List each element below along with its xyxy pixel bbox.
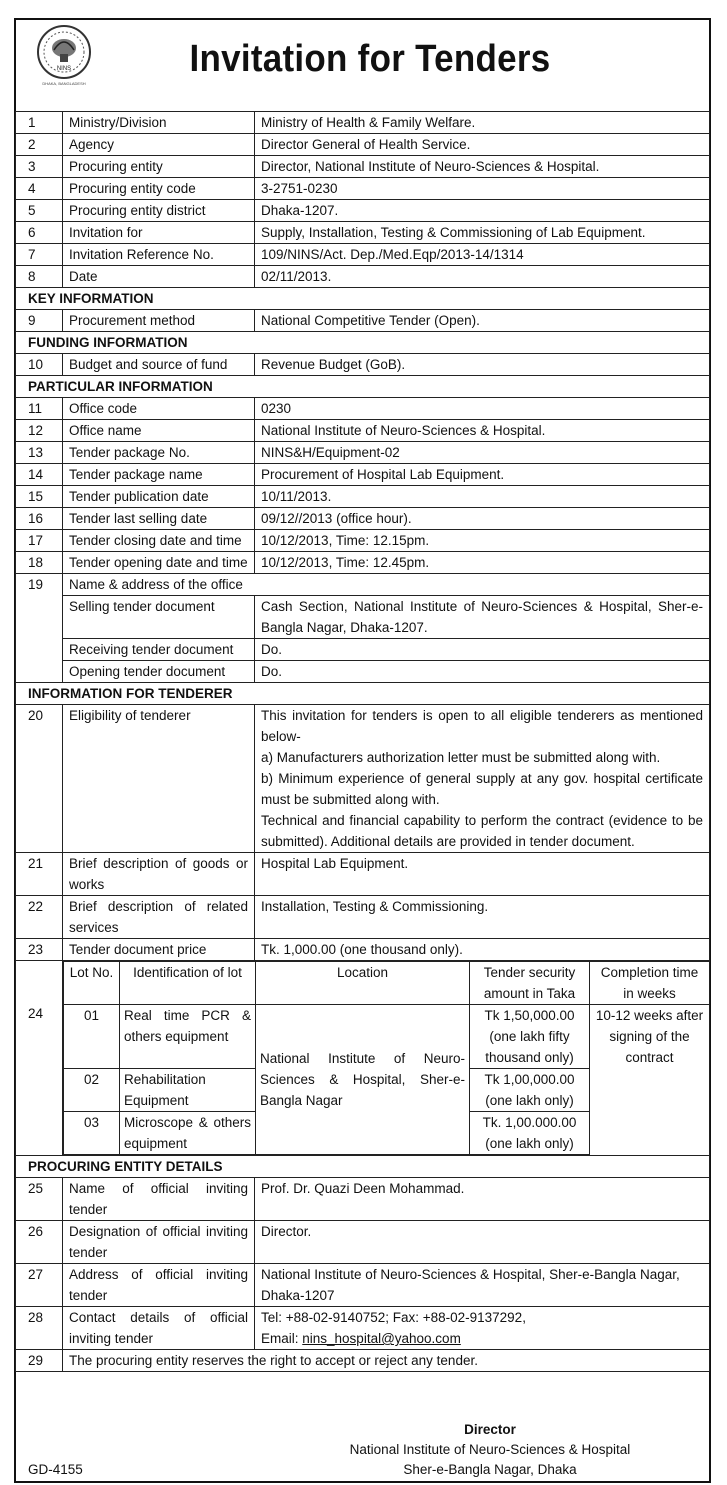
row-value: Hospital Lab Equipment. — [255, 853, 710, 896]
row-number: 29 — [16, 1350, 63, 1372]
section-funding-information: FUNDING INFORMATION — [16, 332, 710, 354]
row-value: Director. — [255, 1221, 710, 1264]
row-number: 10 — [16, 354, 63, 376]
logo-text-top: NINS — [56, 66, 72, 72]
lot-header-location: Location — [256, 962, 470, 1005]
table-row — [16, 420, 710, 442]
row-label: Address of official inviting tender — [63, 1264, 255, 1307]
table-row — [16, 178, 710, 200]
row-label: Office name — [63, 420, 255, 442]
logo-text-bottom: DHAKA, BANGLADESH — [42, 81, 86, 86]
lot-row-number: 24 — [28, 1006, 44, 1021]
row-label: Tender document price — [63, 939, 255, 961]
office-item-label: Opening tender document — [63, 661, 255, 683]
row-label: Procuring entity district — [63, 200, 255, 222]
row-number: 11 — [16, 398, 63, 420]
row-value: Installation, Testing & Commissioning. — [255, 896, 710, 939]
row-number: 15 — [16, 486, 63, 508]
row-value: Prof. Dr. Quazi Deen Mohammad. — [255, 1178, 710, 1221]
table-row — [16, 464, 710, 486]
table-row — [16, 530, 710, 552]
row-number: 20 — [16, 705, 63, 853]
table-row — [16, 1221, 710, 1264]
row-number: 1 — [16, 112, 63, 134]
row-number: 9 — [16, 310, 63, 332]
row-number-spacer — [28, 961, 56, 1003]
table-row — [16, 1350, 710, 1372]
row-value: Director General of Health Service. — [255, 134, 710, 156]
row-label: Tender package No. — [63, 442, 255, 464]
table-row — [16, 244, 710, 266]
lot-header-security: Tender security amount in Taka — [470, 962, 590, 1005]
table-row — [16, 112, 710, 134]
signature-title: Director — [464, 1422, 516, 1437]
section-row — [16, 376, 710, 398]
lot-location: National Institute of Neuro-Sciences & Hospital, Sher-e-Bangla Nagar — [256, 1005, 470, 1155]
row-number: 13 — [16, 442, 63, 464]
eligibility-text — [255, 705, 710, 853]
row-value: 02/11/2013. — [255, 266, 710, 288]
table-row — [16, 939, 710, 961]
table-row — [16, 156, 710, 178]
contact-phone-fax: Tel: +88-02-9140752; Fax: +88-02-9137292, — [261, 1310, 526, 1325]
section-procuring-entity-details: PROCURING ENTITY DETAILS — [16, 1156, 710, 1178]
row-value: 3-2751-0230 — [255, 178, 710, 200]
row-value: Revenue Budget (GoB). — [255, 354, 710, 376]
contact-email-line — [261, 1328, 703, 1349]
row-label: Tender package name — [63, 464, 255, 486]
row-number: 8 — [16, 266, 63, 288]
table-row — [16, 661, 710, 683]
row-number: 14 — [16, 464, 63, 486]
email-label: Email: — [261, 1331, 303, 1346]
row-number — [16, 961, 63, 1156]
row-label: Invitation for — [63, 222, 255, 244]
row-label: Procurement method — [63, 310, 255, 332]
row-number: 7 — [16, 244, 63, 266]
row-label: Designation of official inviting tender — [63, 1221, 255, 1264]
table-row — [16, 222, 710, 244]
contact-details — [255, 1307, 710, 1350]
row-number: 5 — [16, 200, 63, 222]
table-row — [16, 639, 710, 661]
row-label: Brief description of goods or works — [63, 853, 255, 896]
row-value: Dhaka-1207. — [255, 200, 710, 222]
row-label: Eligibility of tenderer — [63, 705, 255, 853]
table-row — [16, 574, 710, 596]
table-row — [16, 442, 710, 464]
row-label: Tender opening date and time — [63, 552, 255, 574]
table-row — [16, 134, 710, 156]
row-number: 3 — [16, 156, 63, 178]
lot-completion: 10-12 weeks after signing of the contract — [590, 1005, 710, 1155]
lot-header-lot: Lot No. — [64, 962, 120, 1005]
institute-logo — [30, 20, 98, 88]
section-key-information: KEY INFORMATION — [16, 288, 710, 310]
lot-security: Tk 1,00,000.00 (one lakh only) — [470, 1069, 590, 1112]
row-value: 10/12/2013, Time: 12.45pm. — [255, 552, 710, 574]
lot-header-identification: Identification of lot — [120, 962, 256, 1005]
table-row — [16, 266, 710, 288]
lot-number: 01 — [64, 1005, 120, 1069]
row-number: 2 — [16, 134, 63, 156]
eligibility-line: This invitation for tenders is open to all eligible tenderers as mentioned below- — [261, 708, 703, 744]
table-row — [16, 398, 710, 420]
row-value: National Institute of Neuro-Sciences & Hospital. — [255, 420, 710, 442]
lot-security: Tk. 1,00.000.00 (one lakh only) — [470, 1112, 590, 1155]
table-row — [16, 486, 710, 508]
table-row — [16, 705, 710, 853]
row-number: 25 — [16, 1178, 63, 1221]
row-value: Director, National Institute of Neuro-Sciences & Hospital. — [255, 156, 710, 178]
eligibility-line: a) Manufacturers authorization letter must be submitted along with. — [261, 750, 661, 765]
table-row — [16, 508, 710, 530]
table-row — [16, 200, 710, 222]
table-row — [16, 1264, 710, 1307]
office-item-label: Receiving tender document — [63, 639, 255, 661]
row-label: Agency — [63, 134, 255, 156]
section-row — [16, 1156, 710, 1178]
office-item-value: Cash Section, National Institute of Neuro-Sciences & Hospital, Sher-e-Bangla Nagar, Dhaka-1207. — [255, 596, 710, 639]
section-row — [16, 683, 710, 705]
row-number: 19 — [16, 574, 63, 683]
lot-header-completion: Completion time in weeks — [590, 962, 710, 1005]
row-number: 6 — [16, 222, 63, 244]
row-value: Tk. 1,000.00 (one thousand only). — [255, 939, 710, 961]
row-label: Tender closing date and time — [63, 530, 255, 552]
row-value: Ministry of Health & Family Welfare. — [255, 112, 710, 134]
row-label: Tender publication date — [63, 486, 255, 508]
signature-address: Sher-e-Bangla Nagar, Dhaka — [403, 1462, 577, 1477]
table-row — [16, 354, 710, 376]
row-value: Supply, Installation, Testing & Commissioning of Lab Equipment. — [255, 222, 710, 244]
row-number: 18 — [16, 552, 63, 574]
row-number: 21 — [16, 853, 63, 896]
office-item-value: Do. — [255, 661, 710, 683]
row-label: Ministry/Division — [63, 112, 255, 134]
lot-identification: Rehabilitation Equipment — [120, 1069, 256, 1112]
table-row — [16, 552, 710, 574]
lot-row — [64, 1005, 710, 1069]
office-item-value: Do. — [255, 639, 710, 661]
table-row — [16, 1307, 710, 1350]
table-row — [16, 310, 710, 332]
row-number: 23 — [16, 939, 63, 961]
eligibility-line: b) Minimum experience of general supply at any gov. hospital certificate must be submitted along with. — [261, 771, 703, 807]
row-label: Office code — [63, 398, 255, 420]
row-value: National Competitive Tender (Open). — [255, 310, 710, 332]
section-information-for-tenderer: INFORMATION FOR TENDERER — [16, 683, 710, 705]
row-value: National Institute of Neuro-Sciences & Hospital, Sher-e-Bangla Nagar, Dhaka-1207 — [255, 1264, 710, 1307]
row-number: 22 — [16, 896, 63, 939]
lot-header-row — [64, 962, 710, 1005]
row-value: NINS&H/Equipment-02 — [255, 442, 710, 464]
lot-security: Tk 1,50,000.00 (one lakh fifty thousand only) — [470, 1005, 590, 1069]
row-number: 17 — [16, 530, 63, 552]
office-item-label: Selling tender document — [63, 596, 255, 639]
lot-table-cell — [63, 961, 710, 1156]
lot-number: 02 — [64, 1069, 120, 1112]
table-row — [16, 961, 710, 1156]
row-number: 26 — [16, 1221, 63, 1264]
row-label: Name & address of the office — [63, 574, 710, 596]
row-label: Tender last selling date — [63, 508, 255, 530]
row-label: Budget and source of fund — [63, 354, 255, 376]
section-row — [16, 288, 710, 310]
row-number: 16 — [16, 508, 63, 530]
row-label: Contact details of official inviting tender — [63, 1307, 255, 1350]
email-link[interactable]: nins_hospital@yahoo.com — [302, 1331, 461, 1346]
lot-identification: Real time PCR & others equipment — [120, 1005, 256, 1069]
row-value: 09/12//2013 (office hour). — [255, 508, 710, 530]
row-value: 0230 — [255, 398, 710, 420]
tender-table — [15, 111, 710, 1372]
row-number: 27 — [16, 1264, 63, 1307]
row-value: 10/12/2013, Time: 12.15pm. — [255, 530, 710, 552]
row-value: 10/11/2013. — [255, 486, 710, 508]
row-label: Procuring entity — [63, 156, 255, 178]
row-label: Brief description of related services — [63, 896, 255, 939]
table-row — [16, 1178, 710, 1221]
section-particular-information: PARTICULAR INFORMATION — [16, 376, 710, 398]
lot-table — [63, 961, 710, 1155]
table-row — [16, 596, 710, 639]
row-number: 28 — [16, 1307, 63, 1350]
gd-code: GD-4155 — [28, 1462, 83, 1477]
row-number: 12 — [16, 420, 63, 442]
row-value: The procuring entity reserves the right to accept or reject any tender. — [63, 1350, 710, 1372]
lot-identification: Microscope & others equipment — [120, 1112, 256, 1155]
signature-org: National Institute of Neuro-Sciences & Hospital — [349, 1442, 631, 1457]
section-row — [16, 332, 710, 354]
row-label: Name of official inviting tender — [63, 1178, 255, 1221]
table-row — [16, 853, 710, 896]
row-label: Date — [63, 266, 255, 288]
eligibility-line: Technical and financial capability to perform the contract (evidence to be submitted). Additional details are provided in tender document. — [261, 813, 703, 849]
lot-number: 03 — [64, 1112, 120, 1155]
row-number: 4 — [16, 178, 63, 200]
table-row — [16, 896, 710, 939]
row-label: Invitation Reference No. — [63, 244, 255, 266]
row-value: Procurement of Hospital Lab Equipment. — [255, 464, 710, 486]
row-value: 109/NINS/Act. Dep./Med.Eqp/2013-14/1314 — [255, 244, 710, 266]
page-title: Invitation for Tenders — [189, 38, 551, 80]
row-label: Procuring entity code — [63, 178, 255, 200]
